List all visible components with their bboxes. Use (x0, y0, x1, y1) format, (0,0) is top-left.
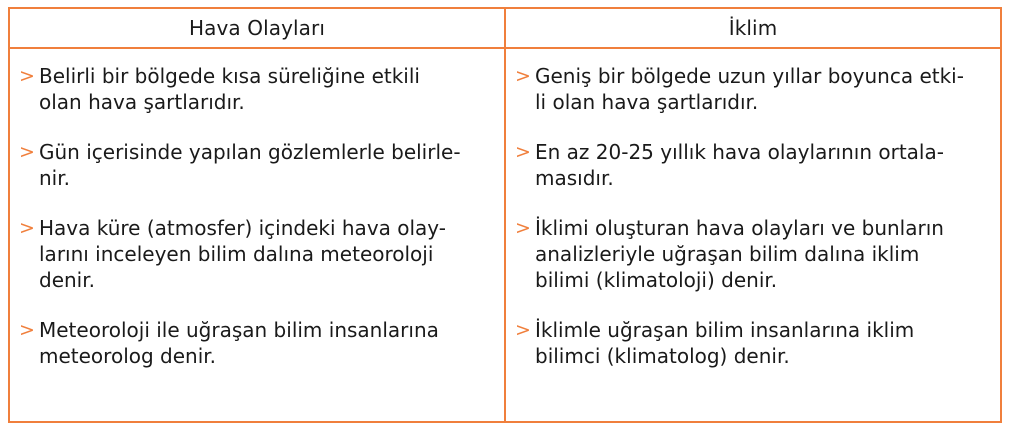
list-item (19, 215, 494, 293)
column-body-iklim (506, 49, 1000, 421)
bullet-marker: > (19, 319, 35, 341)
list-item (515, 63, 990, 115)
column-heading-hava-olaylari: Hava Olayları (10, 9, 506, 49)
list-item-text: Meteoroloji ile uğraşan bilim insanlarına meteorolog denir. (39, 318, 439, 368)
bullet-marker: > (515, 217, 531, 239)
column-body-hava-olaylari (10, 49, 506, 421)
bullet-marker: > (19, 65, 35, 87)
list-item-text: İklimi oluşturan hava olayları ve bunların analizleriyle uğraşan bilim dalına iklim bilimi (klimatoloji) denir. (535, 216, 944, 292)
comparison-table (8, 7, 1002, 423)
list-item (515, 317, 990, 369)
list-item (19, 63, 494, 115)
list-item (515, 139, 990, 191)
list-item-text: Geniş bir bölgede uzun yıllar boyunca etki- li olan hava şartlarıdır. (535, 64, 964, 114)
list-item (19, 139, 494, 191)
bullet-marker: > (515, 319, 531, 341)
list-item (19, 317, 494, 369)
bullet-marker: > (515, 141, 531, 163)
bullet-marker: > (515, 65, 531, 87)
list-item-text: En az 20-25 yıllık hava olaylarının ortala- masıdır. (535, 140, 944, 190)
list-item-text: Belirli bir bölgede kısa süreliğine etkili olan hava şartlarıdır. (39, 64, 420, 114)
list-item-text: Hava küre (atmosfer) içindeki hava olay- larını inceleyen bilim dalına meteoroloji denir. (39, 216, 447, 292)
bullet-marker: > (19, 217, 35, 239)
list-item-text: İklimle uğraşan bilim insanlarına iklim bilimci (klimatolog) denir. (535, 318, 915, 368)
bullet-marker: > (19, 141, 35, 163)
column-heading-iklim: İklim (506, 9, 1000, 49)
list-item-text: Gün içerisinde yapılan gözlemlerle belirle- nir. (39, 140, 461, 190)
list-item (515, 215, 990, 293)
